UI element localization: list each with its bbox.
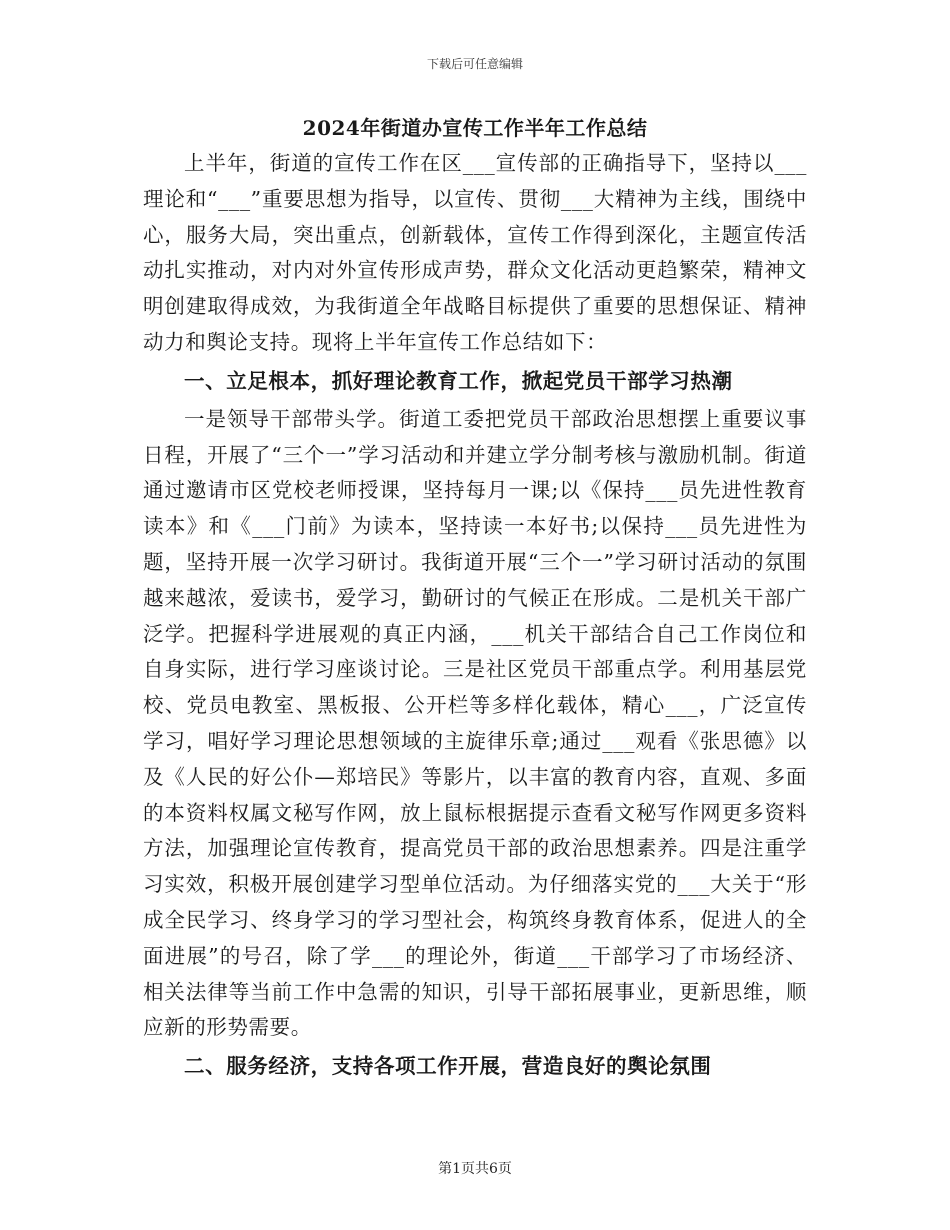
page-number: 第1页共6页 (438, 1161, 512, 1177)
document-body (143, 112, 807, 1087)
section-heading-2: 二、服务经济，支持各项工作开展，营造良好的舆论氛围 (184, 1054, 712, 1079)
intro-paragraph: 上半年，街道的宣传工作在区___宣传部的正确指导下，坚持以___理论和“___”重要思想为指导，以宣传、贯彻___大精神为主线，围绕中心，服务大局，突出重点，创新载体，宣传工作得到深化，主题宣传活动扎实推动，对内对外宣传形成声势，群众文化活动更趋繁荣，精神文明创建取得成效，为我街道全年战略目标提供了重要的思想保证、精神动力和舆论支持。现将上半年宣传工作总结如下： (143, 151, 807, 354)
section-1-paragraph: 一是领导干部带头学。街道工委把党员干部政治思想摆上重要议事日程，开展了“三个一”学习活动和并建立学分制考核与激励机制。街道通过邀请市区党校老师授课，坚持每月一课;以《保持___员先进性教育读本》和《___门前》为读本，坚持读一本好书;以保持___员先进性为题，坚持开展一次学习研讨。我街道开展“三个一”学习研讨活动的氛围越来越浓，爱读书，爱学习，勤研讨的气候正在形成。二是机关干部广泛学。把握科学进展观的真正内涵，___机关干部结合自己工作岗位和自身实际，进行学习座谈讨论。三是社区党员干部重点学。利用基层党校、党员电教室、黑板报、公开栏等多样化载体，精心___，广泛宣传学习，唱好学习理论思想领域的主旋律乐章;通过___观看《张思德》以及《人民的好公仆—郑培民》等影片，以丰富的教育内容，直观、多面的本资料权属文秘写作网，放上鼠标根据提示查看文秘写作网更多资料方法，加强理论宣传教育，提高党员干部的政治思想素养。四是注重学习实效，积极开展创建学习型单位活动。为仔细落实党的___大关于“形成全民学习、终身学习的学习型社会，构筑终身教育体系，促进人的全面进展”的号召，除了学___的理论外，街道___干部学习了市场经济、相关法律等当前工作中急需的知识，引导干部拓展事业，更新思维，顺应新的形势需要。 (143, 406, 807, 1040)
document-title: 2024年街道办宣传工作半年工作总结 (302, 116, 648, 140)
header-note: 下载后可任意编辑 (426, 57, 523, 71)
section-heading-1: 一、立足根本，抓好理论教育工作，掀起党员干部学习热潮 (184, 368, 733, 393)
